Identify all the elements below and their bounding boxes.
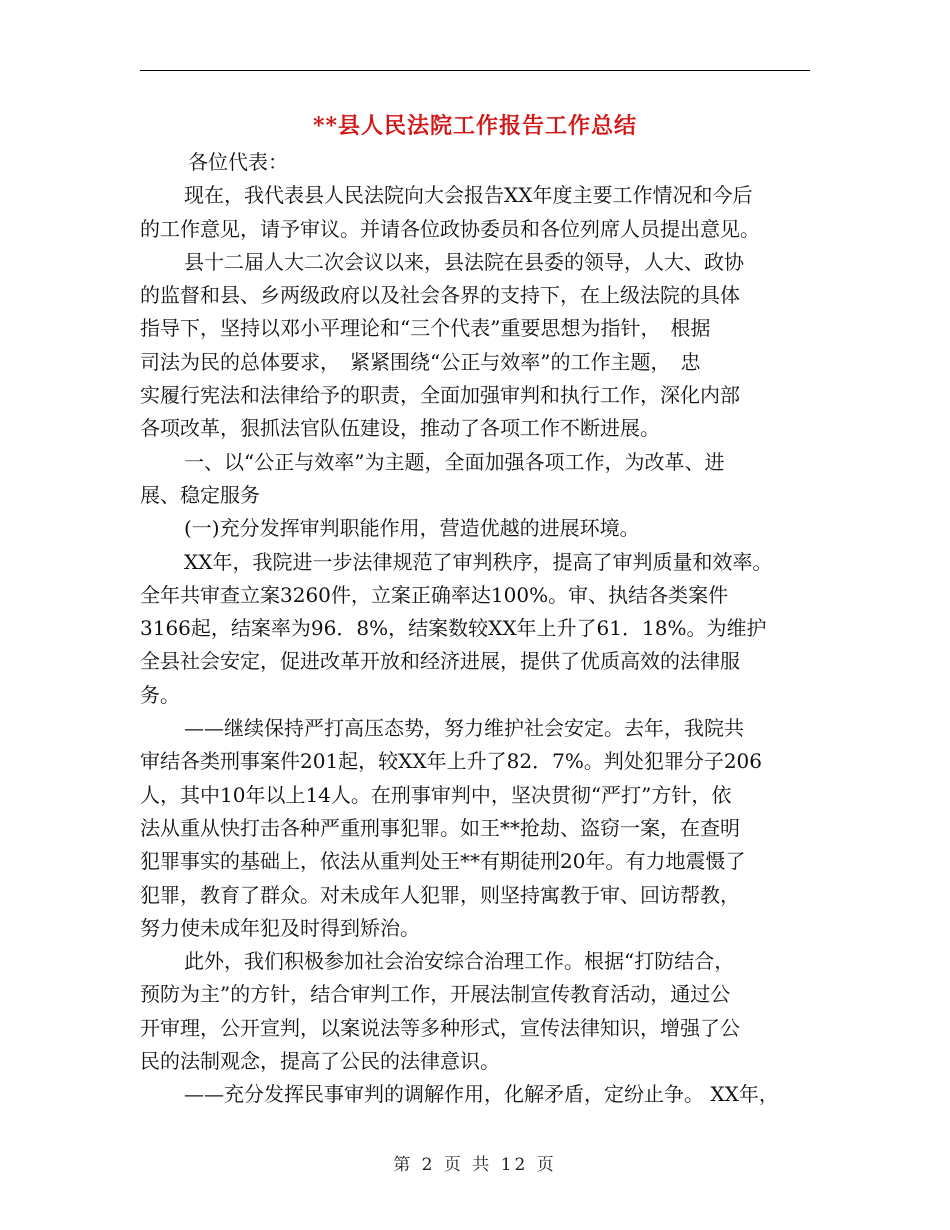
- body-line: 民的法制观念，提高了公民的法律意识。: [140, 1049, 500, 1074]
- document-body: [140, 146, 812, 1112]
- section-heading: 展、稳定服务: [140, 482, 260, 507]
- document-title: **县人民法院工作报告工作总结: [312, 113, 637, 139]
- body-line: 人，其中10年以上14人。在刑事审判中，坚决贯彻“严打”方针，依: [140, 782, 732, 807]
- body-line: 司法为民的总体要求， 紧紧围绕“公正与效率”的工作主题， 忠: [140, 349, 701, 374]
- body-line: 全县社会安定，促进改革开放和经济进展，提供了优质高效的法律服: [140, 649, 740, 674]
- body-line: 务。: [140, 682, 180, 707]
- salutation: 各位代表：: [188, 150, 288, 174]
- body-line: 的工作意见，请予审议。并请各位政协委员和各位列席人员提出意见。: [140, 216, 760, 241]
- body-line: 各项改革，狠抓法官队伍建设，推动了各项工作不断进展。: [140, 416, 660, 441]
- body-line: 3166起，结案率为96．8%，结案数较XX年上升了61．18%。为维护: [140, 616, 767, 641]
- body-line: ——充分发挥民事审判的调解作用，化解矛盾，定纷止争。 XX年，: [184, 1082, 779, 1107]
- body-line: 的监督和县、乡两级政府以及社会各界的支持下，在上级法院的具体: [140, 283, 740, 308]
- page-number: 第 2 页 共 12 页: [393, 1155, 557, 1175]
- body-line: 预防为主”的方针，结合审判工作，开展法制宣传教育活动，通过公: [140, 982, 731, 1007]
- body-line: 法从重从快打击各种严重刑事犯罪。如王**抢劫、盗窃一案，在查明: [140, 815, 740, 840]
- section-heading: 一、以“公正与效率”为主题，全面加强各项工作，为改革、进: [184, 449, 725, 474]
- body-line: 现在，我代表县人民法院向大会报告XX年度主要工作情况和今后: [184, 183, 753, 208]
- body-line: 全年共审查立案3260件，立案正确率达100%。审、执结各类案件: [140, 582, 729, 607]
- body-line: 审结各类刑事案件201起，较XX年上升了82．7%。判处犯罪分子206: [140, 749, 763, 774]
- body-line: 努力使未成年犯及时得到矫治。: [140, 915, 420, 940]
- body-line: 开审理，公开宣判，以案说法等多种形式，宣传法律知识，增强了公: [140, 1015, 740, 1040]
- body-line: 实履行宪法和法律给予的职责，全面加强审判和执行工作，深化内部: [140, 383, 740, 408]
- subsection-heading: (一)充分发挥审判职能作用，营造优越的进展环境。: [184, 516, 640, 541]
- body-line: 此外，我们积极参加社会治安综合治理工作。根据“打防结合，: [184, 949, 735, 974]
- header-rule: [140, 70, 810, 71]
- body-line: XX年，我院进一步法律规范了审判秩序，提高了审判质量和效率。: [184, 549, 773, 574]
- body-line: 指导下，坚持以邓小平理论和“三个代表”重要思想为指针， 根据: [140, 316, 711, 341]
- body-line: ——继续保持严打高压态势，努力维护社会安定。去年，我院共: [184, 716, 744, 741]
- body-line: 县十二届人大二次会议以来，县法院在县委的领导，人大、政协: [184, 249, 744, 274]
- body-line: 犯罪，教育了群众。对未成年人犯罪，则坚持寓教于审、回访帮教，: [140, 882, 740, 907]
- body-line: 犯罪事实的基础上，依法从重判处王**有期徒刑20年。有力地震慑了: [140, 849, 746, 874]
